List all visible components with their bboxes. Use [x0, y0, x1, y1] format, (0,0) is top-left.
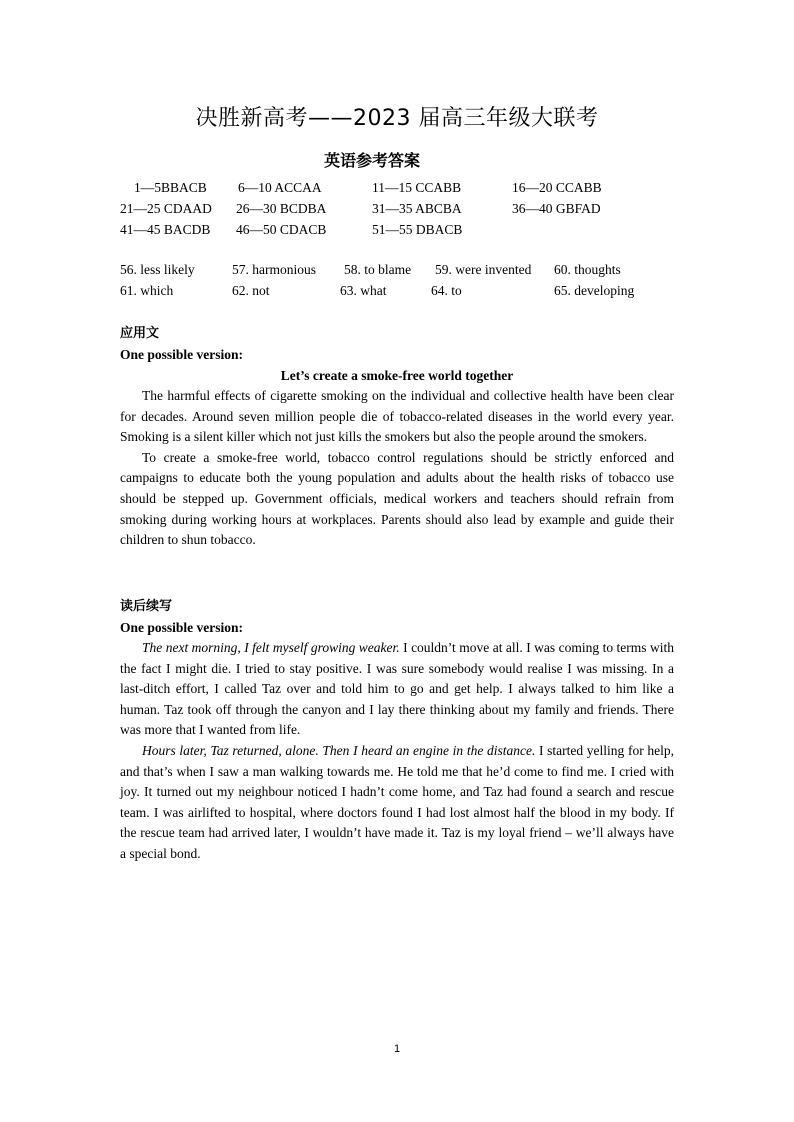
fill-answer: 59. were invented [435, 262, 532, 277]
fill-row [120, 283, 680, 304]
answer-group: 31—35 ABCBA [372, 201, 462, 216]
fill-answer: 56. less likely [120, 262, 195, 277]
page-subtitle: 英语参考答案 [323, 151, 420, 170]
multiple-choice-answers [120, 180, 680, 243]
paragraph-lead: Hours later, Taz returned, alone. Then I heard an engine in the distance. [142, 742, 536, 758]
answer-row [120, 180, 680, 201]
fill-answer: 63. what [340, 283, 387, 298]
answer-group: 11—15 CCABB [372, 180, 462, 195]
answer-group: 6—10 ACCAA [238, 180, 322, 195]
essay-title: Let’s create a smoke-free world together [280, 368, 514, 383]
paragraph-lead: The next morning, I felt myself growing weaker. [142, 640, 400, 655]
answer-group: 36—40 GBFAD [512, 201, 601, 216]
story-paragraph [120, 741, 674, 865]
applied-writing-section [120, 323, 674, 551]
answer-group: 1—5BBACB [134, 180, 207, 195]
answer-group: 26—30 BCDBA [236, 201, 327, 216]
answer-group: 46—50 CDACB [236, 222, 327, 237]
section-heading: 读后续写 [120, 599, 173, 614]
fill-in-answers [120, 262, 680, 304]
fill-answer: 60. thoughts [554, 262, 621, 277]
version-label: One possible version: [120, 620, 244, 635]
version-label: One possible version: [120, 347, 244, 362]
story-paragraph [120, 638, 674, 741]
essay-paragraph: To create a smoke-free world, tobacco control regulations should be strictly enforced and campaigns to educate both the young population and adults about the health risks of tobacco use should be stepped up. Government officials, medical workers and teachers should refrain from smoking during working hours at workplaces. Parents should also lead by example and guide their children to shun tobacco. [120, 449, 674, 548]
fill-answer: 64. to [431, 283, 462, 298]
fill-answer: 62. not [232, 283, 270, 298]
page-number: 1 [393, 1043, 401, 1055]
answer-group: 21—25 CDAAD [120, 201, 212, 216]
fill-answer: 58. to blame [344, 262, 412, 277]
answer-group: 51—55 DBACB [372, 222, 463, 237]
section-heading: 应用文 [120, 326, 160, 341]
paragraph-body: I started yelling for help, and that’s when I saw a man walking towards me. He told me that he’d come to find me. I cried with joy. It turned out my neighbour noticed I hadn’t come home, and Taz had found a search and rescue team. I was airlifted to hospital, where doctors found I had lost almost half the blood in my body. If the rescue team had arrived later, I wouldn’t have made it. Taz is my loyal friend – we’ll always have a special bond. [120, 742, 674, 861]
answer-group: 16—20 CCABB [512, 180, 602, 195]
fill-answer: 61. which [120, 283, 174, 298]
answer-row [120, 201, 680, 222]
answer-group: 41—45 BACDB [120, 222, 211, 237]
fill-row [120, 262, 680, 283]
fill-answer: 57. harmonious [232, 262, 316, 277]
essay-paragraph: The harmful effects of cigarette smoking on the individual and collective health have been clear for decades. Around seven million people die of tobacco-related diseases in the world every year. Smoking is a silent killer which not just kills the smokers but also the people around the smokers. [120, 388, 674, 445]
page-title: 决胜新高考——2023 届高三年级大联考 [195, 106, 599, 131]
answer-row [120, 222, 680, 243]
continuation-writing-section [120, 596, 674, 865]
fill-answer: 65. developing [554, 283, 635, 298]
paragraph-body: I couldn’t move at all. I was coming to terms with the fact I might die. I tried to stay positive. I was sure somebody would realise I was missing. In a last-ditch effort, I called Taz over and told him to go and get help. I always talked to him like a human. Taz took off through the canyon and I lay there thinking about my family and friends. There was more that I wanted from life. [120, 640, 674, 738]
